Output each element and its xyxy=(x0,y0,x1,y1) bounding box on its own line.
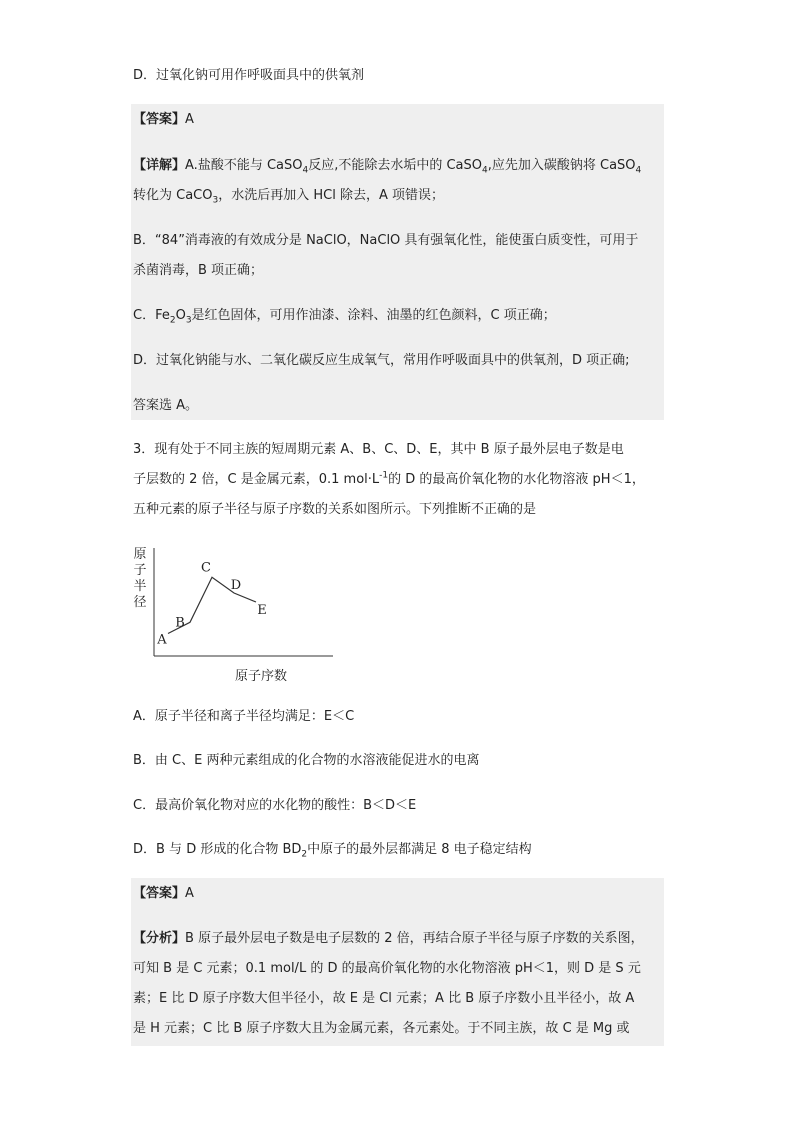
q3-option-b: B．由 C、E 两种元素组成的化合物的水溶液能促进水的电离 xyxy=(133,753,480,768)
option-d-line: D．过氧化钠可用作呼吸面具中的供氧剂 xyxy=(133,68,365,83)
answer-value: A xyxy=(185,112,194,127)
detail-text: ,应先加入碳酸钠将 CaSO xyxy=(487,158,636,173)
subscript: 2 xyxy=(169,315,176,326)
x-axis-label: 原子序数 xyxy=(234,669,288,684)
q3-option-c: C．最高价氧化物对应的水化物的酸性：B＜D＜E xyxy=(133,798,417,813)
superscript: -1 xyxy=(379,470,389,481)
analysis-line-1 xyxy=(133,929,663,949)
detail-b-line-1: B．“84”消毒液的有效成分是 NaClO，NaClO 具有强氧化性，能使蛋白质变性，可用于 xyxy=(133,233,639,248)
detail-line-2 xyxy=(133,186,663,206)
detail-text: ，水洗后再加入 HCl 除去，A 项错误； xyxy=(218,188,444,203)
detail-d-line: D．过氧化钠能与水、二氧化碳反应生成氧气，常用作呼吸面具中的供氧剂，D 项正确; xyxy=(133,353,630,368)
detail-text: 反应,不能除去水垢中的 CaSO xyxy=(308,158,483,173)
y-axis-label-char: 原 xyxy=(133,547,147,562)
stem-text: 子层数的 2 倍，C 是金属元素，0.1 mol·L xyxy=(133,472,380,487)
point-label-a: A xyxy=(157,632,167,648)
q3-option-a: A．原子半径和离子半径均满足：E＜C xyxy=(133,709,355,724)
answer-tag: 【答案】 xyxy=(133,112,186,127)
point-label-c: C xyxy=(201,560,211,576)
conclusion-line: 答案选 A。 xyxy=(133,398,199,413)
option-text: 中原子的最外层都满足 8 电子稳定结构 xyxy=(307,842,532,857)
q3-answer-line xyxy=(133,884,663,904)
answer-tag: 【答案】 xyxy=(133,886,186,901)
detail-text: C．Fe xyxy=(133,308,170,323)
analysis-line-3: 素；E 比 D 原子序数大但半径小，故 E 是 Cl 元素；A 比 B 原子序数小且半径小，故 A xyxy=(133,991,635,1006)
option-text: D．B 与 D 形成的化合物 BD xyxy=(133,842,302,857)
subscript: 3 xyxy=(212,195,219,206)
y-axis-label-char: 径 xyxy=(133,595,147,610)
detail-b-line-2: 杀菌消毒，B 项正确； xyxy=(133,263,264,278)
point-label-b: B xyxy=(175,615,185,631)
subscript: 4 xyxy=(482,165,488,176)
subscript: 4 xyxy=(635,165,642,176)
detail-text: 是红色固体，可用作油漆、涂料、油墨的红色颜料，C 项正确； xyxy=(191,308,556,323)
radius-chart xyxy=(128,540,338,690)
detail-text: O xyxy=(175,308,186,323)
detail-text: A.盐酸不能与 CaSO xyxy=(185,158,303,173)
point-label-d: D xyxy=(230,578,242,593)
point-labels xyxy=(156,560,266,647)
q3-option-d xyxy=(133,840,663,860)
detail-line-1 xyxy=(133,156,663,176)
y-axis-label-char: 半 xyxy=(133,579,147,594)
q3-stem-line-1: 3．现有处于不同主族的短周期元素 A、B、C、D、E，其中 B 原子最外层电子数是电 xyxy=(133,442,624,457)
y-axis-label-char: 子 xyxy=(133,563,147,578)
q3-stem-line-3: 五种元素的原子半径与原子序数的关系如图所示。下列推断不正确的是 xyxy=(133,502,537,517)
stem-text: 的 D 的最高价氧化物的水化物溶液 pH＜1， xyxy=(388,472,645,487)
analysis-text: B 原子最外层电子数是电子层数的 2 倍，再结合原子半径与原子序数的关系图， xyxy=(185,931,644,946)
detail-c-line xyxy=(133,306,663,326)
analysis-line-4: 是 H 元素；C 比 B 原子序数大且为金属元素，各元素处。于不同主族，故 C 是 Mg 或 xyxy=(133,1021,630,1036)
answer-value: A xyxy=(185,886,194,901)
subscript: 3 xyxy=(185,315,192,326)
subscript: 2 xyxy=(301,849,308,860)
detail-text: 转化为 CaCO xyxy=(133,188,213,203)
point-label-e: E xyxy=(257,603,267,618)
detail-tag: 【详解】 xyxy=(133,158,186,173)
analysis-line-2: 可知 B 是 C 元素；0.1 mol/L 的 D 的最高价氧化物的水化物溶液 pH＜1，则 D 是 S 元 xyxy=(133,961,641,976)
answer-line xyxy=(133,110,663,130)
y-axis-label xyxy=(133,547,146,610)
q3-stem-line-2 xyxy=(133,470,663,490)
subscript: 4 xyxy=(302,165,309,176)
analysis-tag: 【分析】 xyxy=(133,931,186,946)
radius-chart-svg xyxy=(128,540,338,690)
